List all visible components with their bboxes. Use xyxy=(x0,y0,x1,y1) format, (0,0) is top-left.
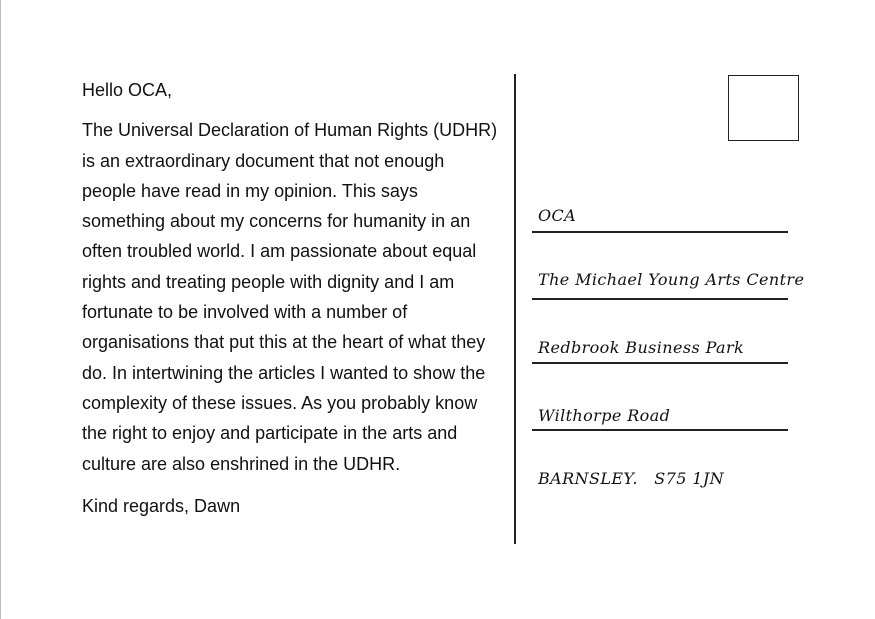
greeting: Hello OCA, xyxy=(82,80,173,100)
address-rule-2 xyxy=(532,298,788,300)
stamp-box xyxy=(728,75,799,141)
message-body: The Universal Declaration of Human Rights (UDHR) is an extraordinary document that not enough people have read in my opinion. This says something about my concerns for humanity in an often troubled world. I am passionate about equal rights and treating people with dignity and I am fortunate to be involved with a number of organisations that put this at the heart of what they do. In intertwining the articles I wanted to show the complexity of these issues. As you probably know the right to enjoy and participate in the arts and culture are also enshrined in the UDHR. xyxy=(82,120,498,474)
postcard-divider xyxy=(514,74,516,544)
address-line-4: Wilthorpe Road xyxy=(538,406,671,425)
address-rule-1 xyxy=(532,231,788,233)
message-area xyxy=(82,75,502,521)
signoff: Kind regards, Dawn xyxy=(82,495,241,516)
page-edge xyxy=(0,0,1,619)
address-rule-3 xyxy=(532,362,788,364)
address-line-2: The Michael Young Arts Centre xyxy=(538,270,805,289)
address-rule-4 xyxy=(532,429,788,431)
address-line-3: Redbrook Business Park xyxy=(538,338,745,357)
address-line-5: BARNSLEY. S75 1JN xyxy=(538,469,725,488)
address-line-1: OCA xyxy=(538,206,577,225)
